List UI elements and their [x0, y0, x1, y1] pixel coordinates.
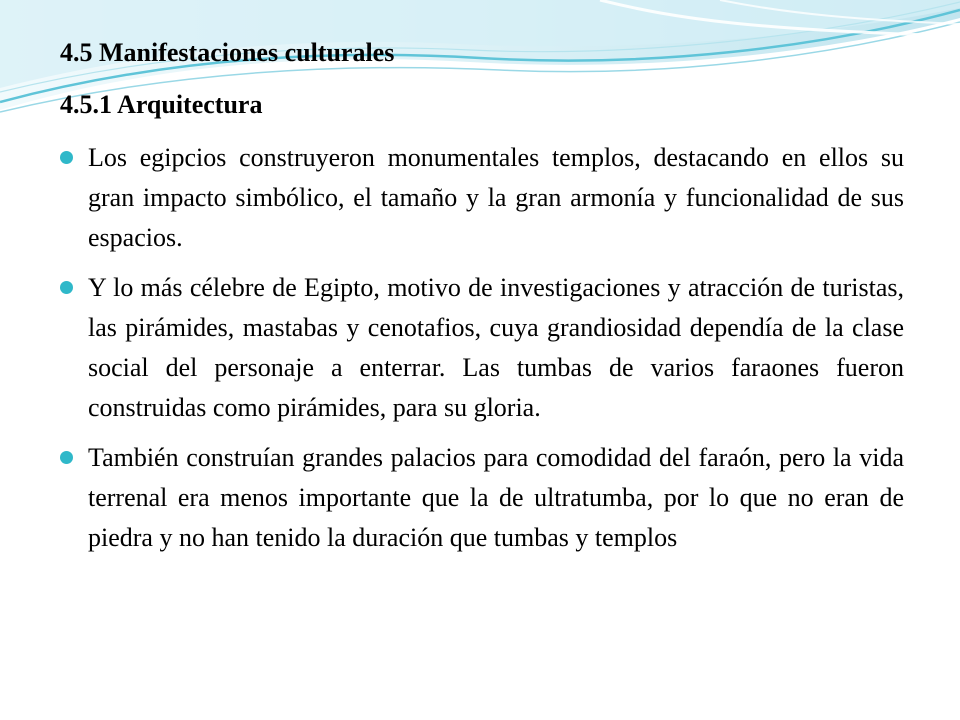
bullet-dot-icon [60, 451, 73, 464]
bullet-dot-icon [60, 151, 73, 164]
bullet-item [60, 138, 904, 258]
bullet-item [60, 438, 904, 558]
bullet-dot-icon [60, 281, 73, 294]
subsection-title: 4.5.1 Arquitectura [60, 90, 263, 119]
section-title: 4.5 Manifestaciones culturales [60, 38, 395, 67]
bullet-text: Los egipcios construyeron monumentales templos, destacando en ellos su gran impacto simbólico, el tamaño y la gran armonía y funcionalidad de sus espacios. [88, 143, 904, 252]
bullet-text: Y lo más célebre de Egipto, motivo de investigaciones y atracción de turistas, las pirámides, mastabas y cenotafios, cuya grandiosidad dependía de la clase social del personaje a enterrar. Las tumbas de varios faraones fueron construidas como pirámides, para su gloria. [88, 273, 904, 422]
bullet-item [60, 268, 904, 428]
bullet-list [60, 138, 904, 568]
bullet-text: También construían grandes palacios para comodidad del faraón, pero la vida terrenal era menos importante que la de ultratumba, por lo que no eran de piedra y no han tenido la duración que tumbas y templos [88, 443, 904, 552]
